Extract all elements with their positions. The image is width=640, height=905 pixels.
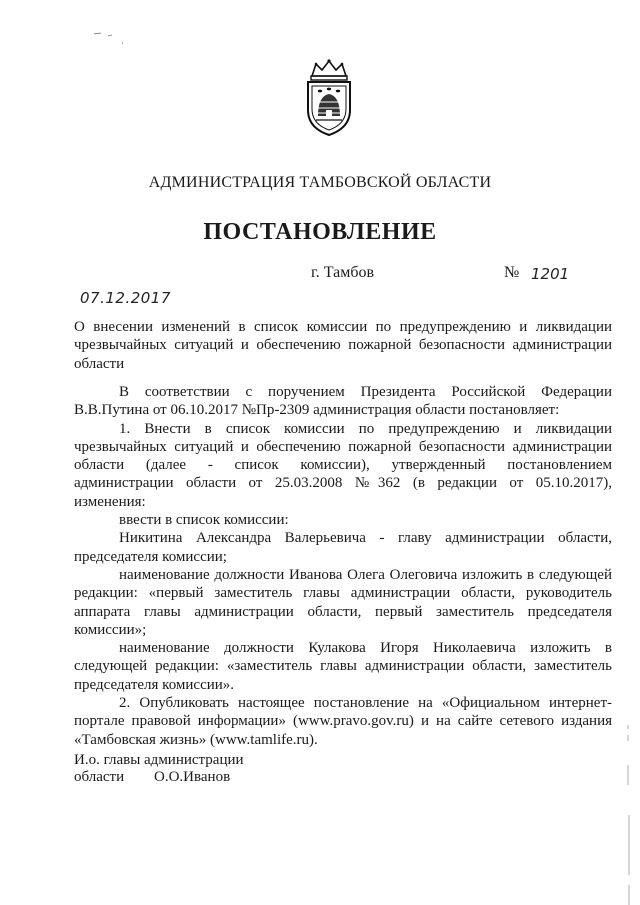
paragraph-kulakov (74, 639, 612, 694)
signature-position: И.о. главы администрации (74, 752, 244, 768)
paragraph-add-members (74, 511, 612, 529)
organization-title: АДМИНИСТРАЦИЯ ТАМБОВСКОЙ ОБЛАСТИ (148, 174, 492, 191)
body-line: 2. Опубликовать настоящее постановление на «Официальном интернет- (119, 695, 612, 712)
city-label: г. Тамбов (311, 264, 375, 281)
paragraph-nikitin (74, 529, 612, 566)
signature-position-cont: области (74, 769, 125, 785)
body-line: В соответствии с поручением Президента Российской Федерации (119, 384, 612, 400)
document-number-handwritten: 1201 (531, 265, 570, 283)
number-label: № (504, 264, 520, 281)
body-line: наименование должности Кулакова Игоря Николаевича изложить в (119, 640, 612, 657)
subject-line: области (74, 355, 125, 372)
coat-of-arms-icon (298, 58, 360, 138)
document-type-heading: ПОСТАНОВЛЕНИЕ (203, 219, 437, 245)
body-line: чрезвычайных ситуаций и обеспечению пожарной безопасности администрации (74, 438, 612, 455)
signature-row (74, 769, 244, 786)
document-subject (74, 318, 612, 373)
paragraph-ivanov (74, 566, 612, 639)
paragraph-item-2 (74, 694, 612, 749)
body-line: портале правовой информации» (www.pravo.gov.ru) и на сайте сетевого издания (74, 713, 612, 730)
paragraph-item-1 (74, 420, 612, 511)
paragraph-preamble (74, 383, 612, 420)
body-line: редакции: «первый заместитель главы администрации области, руководитель (74, 585, 612, 602)
body-line: следующей редакции: «заместитель главы администрации области, заместитель (74, 658, 612, 675)
body-line: аппарата главы администрации области, первый заместитель председателя (74, 603, 612, 620)
body-line: Никитина Александра Валерьевича - главу администрации области, (119, 530, 612, 547)
body-line: администрации области от 25.03.2008 №362 (в редакции от 05.10.2017), (74, 475, 612, 492)
body-line: председателя комиссии; (74, 548, 227, 565)
body-line: ввести в список комиссии: (119, 512, 289, 529)
body-line: изменения: (74, 493, 146, 510)
signature-block (74, 752, 244, 786)
body-line: 1. Внести в список комиссии по предупреждению и ликвидации (119, 420, 612, 437)
body-line: наименование должности Иванова Олега Олеговича изложить в следующей (119, 566, 612, 583)
document-date-handwritten: 07.12.2017 (80, 289, 171, 307)
body-line: области (далее - список комиссии), утвержденный постановлением (74, 457, 612, 474)
signatory-name: О.О.Иванов (154, 769, 231, 785)
body-line: «Тамбовская жизнь» (www.tamlife.ru). (74, 731, 318, 748)
subject-line: чрезвычайных ситуаций и обеспечению пожарной безопасности администрации (74, 337, 612, 354)
body-line: В.В.Путина от 06.10.2017 №Пр-2309 администрация области постановляет: (74, 402, 560, 419)
body-line: комиссии»; (74, 621, 147, 638)
body-line: председателя комиссии». (74, 676, 235, 693)
corner-pen-marks (92, 26, 132, 46)
subject-line: О внесении изменений в список комиссии по предупреждению и ликвидации (74, 319, 612, 335)
page-edge-marks (622, 725, 632, 905)
document-body (74, 383, 612, 749)
